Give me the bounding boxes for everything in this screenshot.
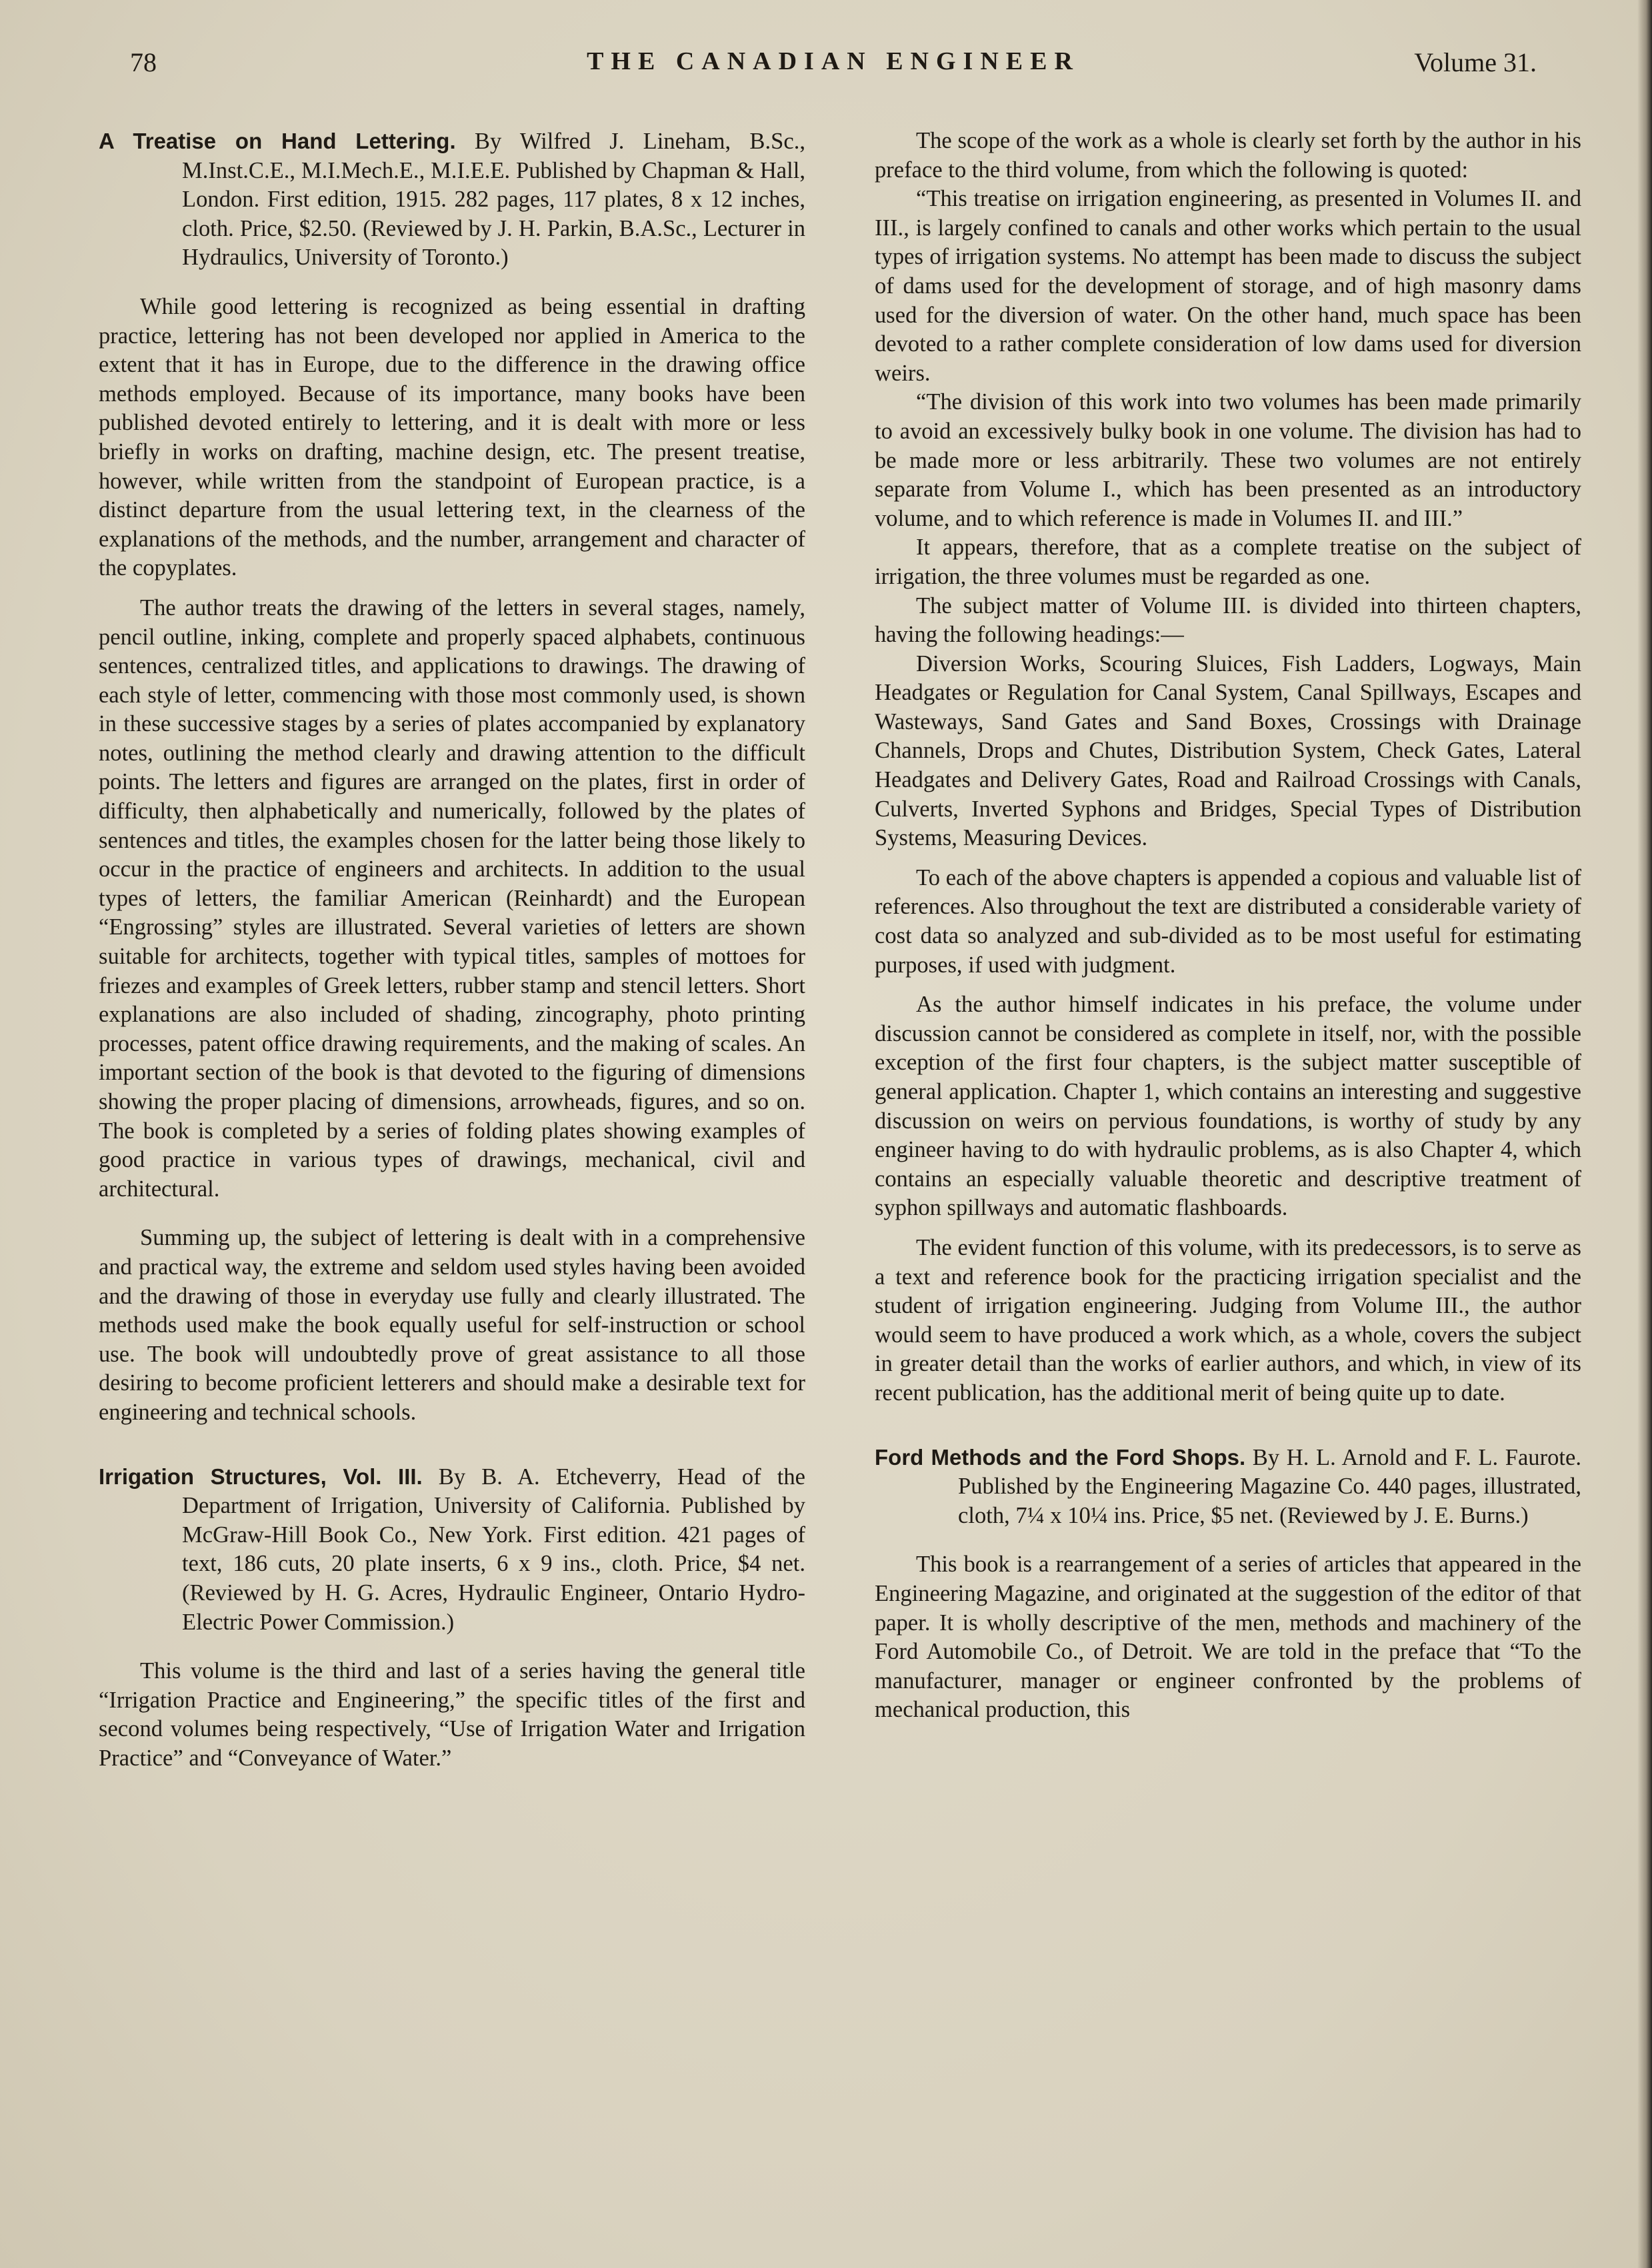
review-heading-lettering bbox=[99, 127, 805, 273]
review-title: Irrigation Structures, Vol. III. bbox=[99, 1464, 423, 1489]
chapter-headings-list: Diversion Works, Scouring Sluices, Fish Ladders, Logways, Main Headgates or Regulation for Canal System, Canal Spillways, Escapes and Wasteways, Sand Gates and Sand Boxes, Crossings with Drainage Channels, Drops and Chutes, Distribution System, Check Gates, Lateral Headgates and Delivery Gates, Road and Railroad Crossings with Canals, Culverts, Inverted Syphons and Bridges, Special Types of Distribution Systems, Measuring Devices. bbox=[875, 650, 1581, 851]
review-title: A Treatise on Hand Lettering. bbox=[99, 129, 456, 153]
page-number: 78 bbox=[130, 47, 157, 77]
review-heading-irrigation bbox=[99, 1462, 805, 1638]
review-paragraph: While good lettering is recognized as being essential in drafting practice, lettering has not been developed nor applied in America to the extent that it has in Europe, due to the difference in the drawing office methods employed. Because of its importance, many books have been published devoted entirely to lettering, and it is dealt with more or less briefly in works on drafting, machine design, etc. The present treatise, however, while written from the standpoint of European practice, is a distinct departure from the usual lettering text, in the clearness of the explanations of the methods, and the number, arrangement and character of the copyplates. bbox=[99, 293, 805, 581]
review-paragraph: The evident function of this volume, with its predecessors, is to serve as a text and reference book for the practicing irrigation specialist and the student of irrigation engineering. Judging from Volume III., the author would seem to have produced a work which, as a whole, covers the subject in greater detail than the works of earlier authors, and which, in view of its recent publication, has the additional merit of being quite up to date. bbox=[875, 1234, 1581, 1406]
review-paragraph: This book is a rearrangement of a series of articles that appeared in the Engineering Magazine, and originated at the suggestion of the editor of that paper. It is wholly descriptive of the men, methods and machinery of the Ford Automobile Co., of Detroit. We are told in the preface that “To the manufacturer, manager or engineer confronted by the problems of mechanical production, this bbox=[875, 1552, 1581, 1723]
review-byline: By Wilfred J. Lineham, B.Sc., M.Inst.C.E., M.I.Mech.E., M.I.E.E. Published by Chapman & Hall, London. First edition, 1915. 282 pages, 117 plates, 8 x 12 inches, cloth. Price, $2.50. (Reviewed by J. H. Parkin, B.A.Sc., Lecturer in Hydraulics, University of Toronto.) bbox=[182, 129, 805, 271]
review-byline: By B. A. Etcheverry, Head of the Department of Irrigation, University of California. Published by McGraw-Hill Book Co., New York. First edition. 421 pages of text, 186 cuts, 20 plate inserts, 6 x 9 ins., cloth. Price, $4 net. (Reviewed by H. G. Acres, Hydraulic Engineer, Ontario Hydro-Electric Power Commission.) bbox=[182, 1464, 805, 1635]
review-byline: By H. L. Arnold and F. L. Faurote. Published by the Engineering Magazine Co. 440 pages, illustrated, cloth, 7¼ x 10¼ ins. Price, $5 net. (Reviewed by J. E. Burns.) bbox=[958, 1444, 1581, 1528]
page-edge-shadow bbox=[1637, 0, 1652, 2268]
review-paragraph: The author treats the drawing of the letters in several stages, namely, pencil outline, inking, complete and properly spaced alphabets, continuous sentences, centralized titles, and applications to drawings. The drawing of each style of letter, commencing with those most commonly used, is shown in these successive stages by a series of plates accompanied by explanatory notes, outlining the method clearly and drawing attention to the difficult points. The letters and figures are arranged on the plates, first in order of difficulty, then alphabetically and numerically, followed by the plates of sentences and titles, the examples chosen for the latter being those likely to occur in the practice of engineers and architects. In addition to the usual types of letters, the familiar American (Reinhardt) and the European “Engrossing” styles are illustrated. Several varieties of letters are shown suitable for architects, together with typical titles, samples of mottoes for friezes and examples of Greek letters, rubber stamp and stencil letters. Short explanations are also included of shading, zincography, photo printing processes, patent office drawing requirements, and the making of scales. An important section of the book is that devoted to the figuring of dimensions showing the proper placing of dimensions, arrowheads, figures, and so on. The book is completed by a series of folding plates showing examples of good practice in various types of drawings, mechanical, civil and architectural. bbox=[99, 594, 805, 1202]
review-paragraph: The scope of the work as a whole is clearly set forth by the author in his preface to the third volume, from which the following is quoted: bbox=[875, 128, 1581, 183]
review-paragraph: Summing up, the subject of lettering is dealt with in a comprehensive and practical way, the extreme and seldom used styles having been avoided and the drawing of those in everyday use fully and clearly illustrated. The methods used make the book equally useful for self-instruction or school use. The book will undoubtedly prove of great assistance to all those desiring to become proficient letterers and should make a desirable text for engineering and technical schools. bbox=[99, 1225, 805, 1425]
volume-label: Volume 31. bbox=[1414, 47, 1537, 77]
review-title: Ford Methods and the Ford Shops. bbox=[875, 1444, 1246, 1470]
review-heading-ford bbox=[875, 1443, 1581, 1531]
review-paragraph: It appears, therefore, that as a complete treatise on the subject of irrigation, the three volumes must be regarded as one. bbox=[875, 535, 1581, 589]
review-paragraph: “This treatise on irrigation engineering, as presented in Volumes II. and III., is largely confined to canals and other works which pertain to the usual types of irrigation systems. No attempt has been made to discuss the subject of dams used for the development of storage, and of high masonry dams used for the diversion of water. On the other hand, much space has been devoted to a rather complete consideration of low dams used for diversion weirs. bbox=[875, 186, 1581, 386]
journal-title: THE CANADIAN ENGINEER bbox=[587, 47, 1080, 75]
review-paragraph: “The division of this work into two volumes has been made primarily to avoid an excessively bulky book in one volume. The division has had to be made more or less arbitrarily. These two volumes are not entirely separate from Volume I., which has been presented as an introductory volume, and to which reference is made in Volumes II. and III.” bbox=[875, 389, 1581, 531]
left-column bbox=[99, 127, 805, 1773]
running-header bbox=[130, 47, 1537, 87]
review-paragraph: This volume is the third and last of a series having the general title “Irrigation Practice and Engineering,” the specific titles of the first and second volumes being respectively, “Use of Irrigation Water and Irrigation Practice” and “Conveyance of Water.” bbox=[99, 1658, 805, 1771]
review-paragraph: To each of the above chapters is appended a copious and valuable list of references. Also throughout the text are distributed a considerable variety of cost data so analyzed and sub-divided as to be most useful for estimating purposes, if used with judgment. bbox=[875, 864, 1581, 978]
right-column bbox=[875, 127, 1581, 1725]
review-paragraph: The subject matter of Volume III. is divided into thirteen chapters, having the following headings:— bbox=[875, 592, 1581, 648]
review-paragraph: As the author himself indicates in his preface, the volume under discussion cannot be considered as complete in itself, nor, with the possible exception of the first four chapters, is the subject matter susceptible of general application. Chapter 1, which contains an interesting and suggestive discussion on weirs on pervious foundations, is worthy of study by any engineer having to do with hydraulic problems, as is also Chapter 4, which contains an especially valuable theoretic and descriptive treatment of syphon spillways and automatic flashboards. bbox=[875, 992, 1581, 1221]
